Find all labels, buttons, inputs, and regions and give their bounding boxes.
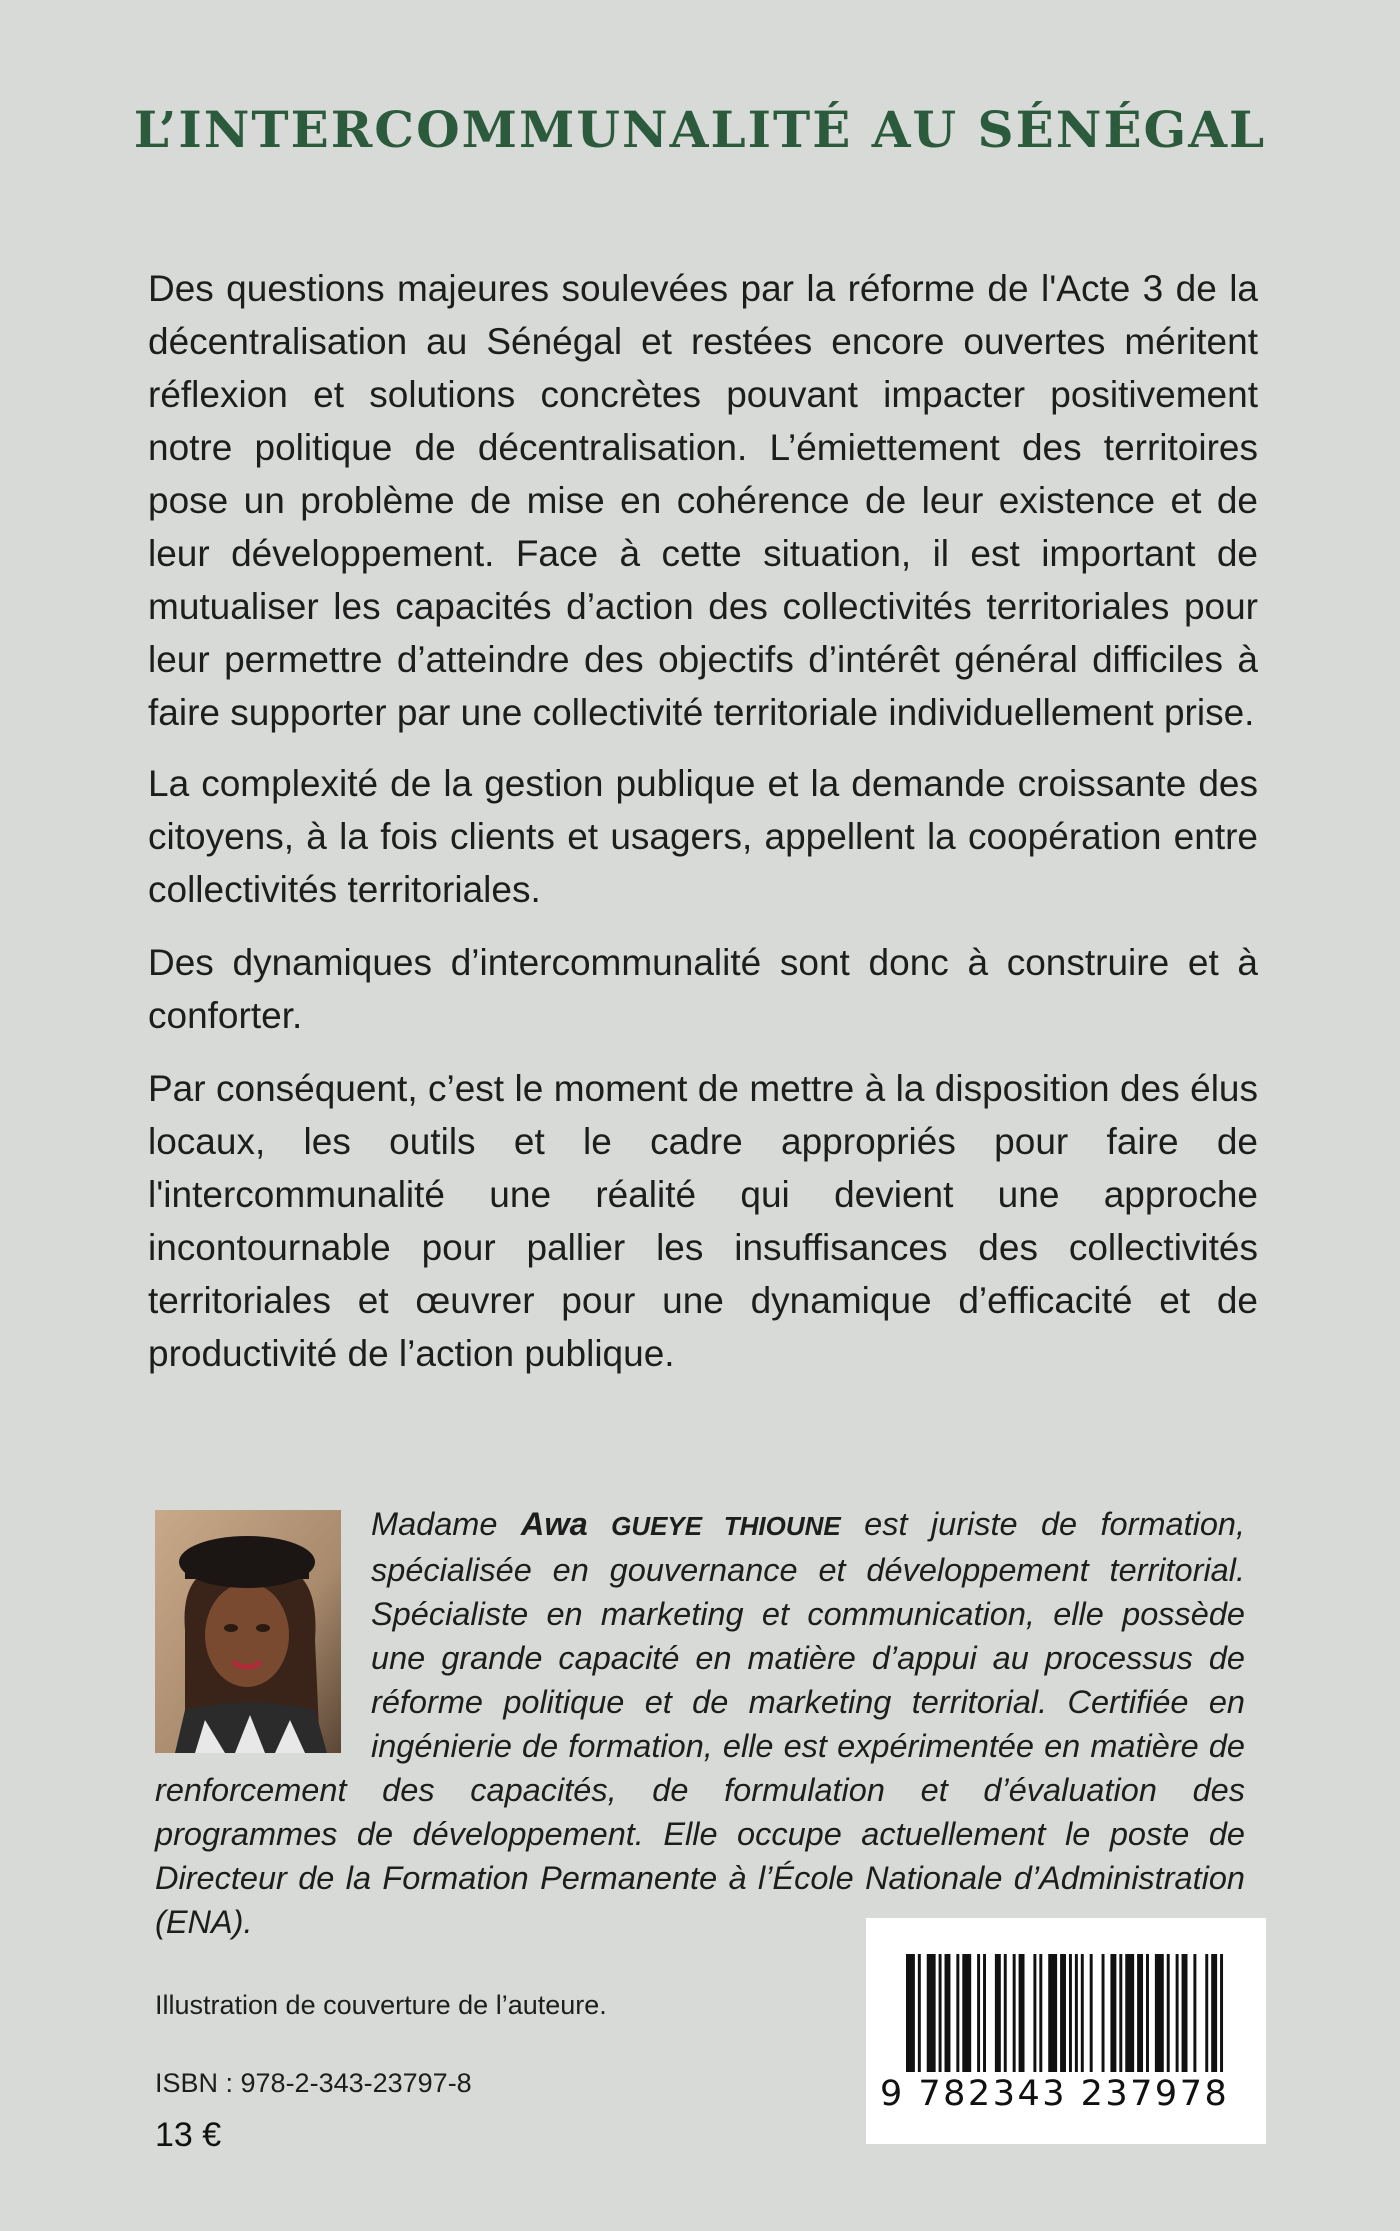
barcode-bar [956,1954,959,2072]
bio-text: est juriste de formation, spécialisée en gouvernance et développement territorial. Spécialiste en marketing et communication, elle possède une grande capacité en matière d’appui au processus de réforme politique et de marketing territorial. Certifiée en ingénierie de formation, elle est expérimentée en matière de renforcement des capacités, de formulation et d’évaluation des programmes de développement. Elle occupe actuellement le poste de Directeur de la Formation Permanente à l’École Nationale d’Administration (ENA). [155,1506,1246,1940]
summary-paragraph-1: Des questions majeures soulevées par la réforme de l'Acte 3 de la décentralisation au Sénégal et restées encore ouvertes méritent réflexion et solutions concrètes pouvant impacter positivement notre politique de décentralisation. L’émiettement des territoires pose un problème de mise en cohérence de leur existence et de leur développement. Face à cette situation, il est important de mutualiser les capacités d’action des collectivités territoriales pour leur permettre d’atteindre des objectifs d’intérêt général difficiles à faire supporter par une collectivité territoriale individuellement prise. [148,268,1258,733]
barcode-bar [1137,1954,1143,2072]
barcode-bar [1193,1954,1196,2072]
barcode-bar [1125,1954,1134,2072]
author-name [521,1506,841,1542]
barcode-bar [918,1954,921,2072]
summary-paragraph-3: Des dynamiques d’intercommunalité sont donc à construire et à conforter. [148,942,1258,1036]
barcode-bars [906,1954,1226,2072]
barcode [866,1918,1266,2144]
author-last-name: GUEYE THIOUNE [611,1511,841,1541]
back-cover-summary [148,262,1258,1400]
barcode-bar [906,1954,915,2072]
summary-paragraph-4: Par conséquent, c’est le moment de mettre à la disposition des élus locaux, les outils et le cadre appropriés pour faire de l'intercommunalité une réalité qui devient une approche incontournable pour pallier les insuffisances des collectivités territoriales et œuvrer pour une dynamique d’efficacité et de productivité de l’action publique. [148,1068,1258,1374]
barcode-bar [1033,1954,1036,2072]
barcode-bar [1110,1954,1116,2072]
barcode-bar [1069,1954,1072,2072]
barcode-bar [1075,1954,1078,2072]
book-title: L’INTERCOMMUNALITÉ AU SÉNÉGAL [133,100,1267,159]
barcode-bar [1182,1954,1188,2072]
barcode-bar [977,1954,980,2072]
barcode-bar [1205,1954,1208,2072]
barcode-bar [1090,1954,1093,2072]
barcode-bar [1013,1954,1016,2072]
barcode-bar [983,1954,986,2072]
barcode-bar [962,1954,971,2072]
barcode-bar [1060,1954,1066,2072]
barcode-bar [1102,1954,1105,2072]
barcode-bar [1039,1954,1042,2072]
barcode-bar [1146,1954,1149,2072]
barcode-bar [1211,1954,1217,2072]
author-portrait [155,1510,341,1753]
author-first-name: Awa [520,1506,588,1542]
barcode-bar [1019,1954,1025,2072]
barcode-bar [1155,1954,1164,2072]
barcode-bar [945,1954,951,2072]
cover-illustration-credit: Illustration de couverture de l’auteure. [155,1990,607,2020]
barcode-bar [995,1954,1001,2072]
barcode-bar [1048,1954,1057,2072]
barcode-bar [1119,1954,1122,2072]
barcode-bar [1176,1954,1179,2072]
price: 13 € [155,2116,222,2154]
bio-prefix: Madame [371,1506,498,1542]
barcode-bar [1167,1954,1170,2072]
author-bio [155,1502,1245,1944]
barcode-digits: 9 782343 237978 [880,2074,1230,2114]
barcode-bar [927,1954,936,2072]
barcode-bar [1081,1954,1084,2072]
isbn: ISBN : 978-2-343-23797-8 [155,2068,472,2098]
barcode-bar [939,1954,942,2072]
barcode-bar [1220,1954,1223,2072]
summary-paragraph-2: La complexité de la gestion publique et la demande croissante des citoyens, à la fois clients et usagers, appellent la coopération entre collectivités territoriales. [148,763,1258,910]
barcode-bar [1004,1954,1007,2072]
